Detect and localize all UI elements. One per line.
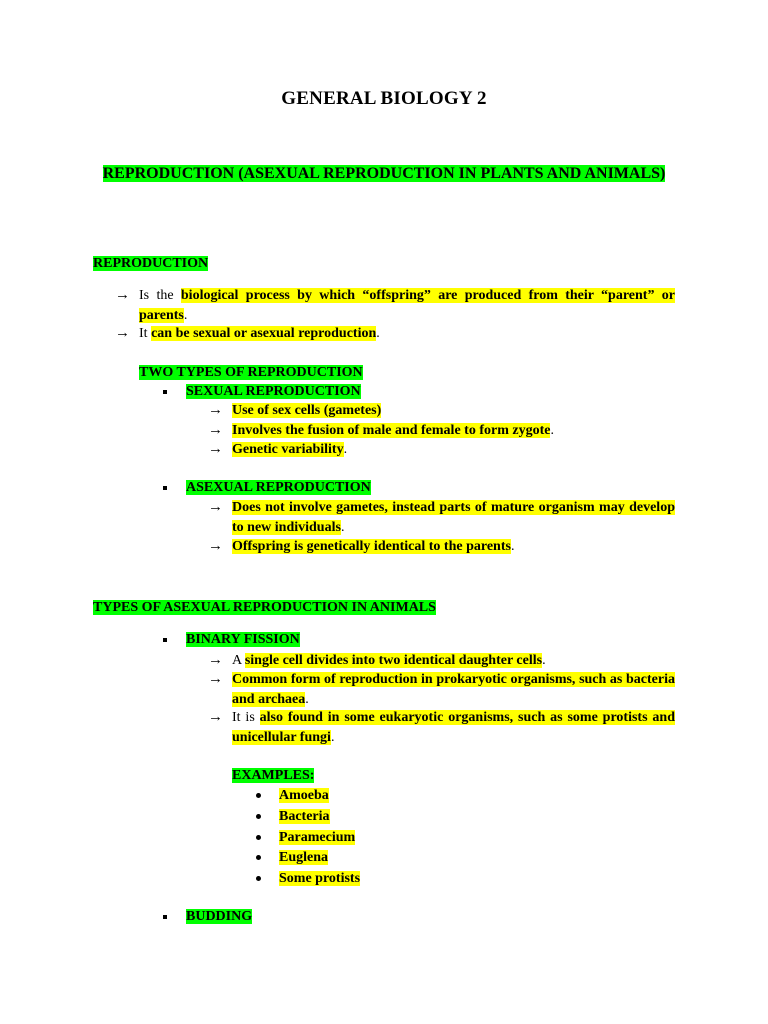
text-plain: . — [305, 691, 309, 707]
text-plain: . — [340, 519, 345, 535]
round-bullet-icon — [256, 793, 261, 798]
label-text: BUDDING — [186, 909, 253, 924]
text-highlight: Involves the fusion of male and female to form zygote — [232, 423, 551, 438]
subtitle-text: REPRODUCTION (ASEXUAL REPRODUCTION IN PLANTS AND ANIMALS) — [102, 165, 666, 182]
text-plain: . — [510, 539, 515, 554]
asexual-item — [232, 498, 675, 537]
text-plain: A — [232, 653, 245, 668]
example-item — [279, 786, 329, 806]
asexual-item — [232, 537, 514, 557]
text-plain: . — [343, 442, 348, 457]
document-subtitle — [100, 163, 668, 185]
label-text: ASEXUAL REPRODUCTION — [186, 480, 371, 495]
section-heading-animals — [93, 598, 436, 618]
text-plain: It — [139, 326, 152, 341]
binary-fission-label — [186, 630, 300, 650]
example-text: Bacteria — [279, 809, 330, 824]
arrow-bullet: → — [115, 287, 130, 303]
arrow-bullet: → — [208, 671, 223, 687]
text-plain: . — [542, 653, 546, 668]
text-highlight: Does not involve gametes, instead parts of mature organism may develop to new individuals — [232, 500, 675, 535]
square-bullet-icon — [163, 638, 167, 642]
example-item — [279, 828, 355, 848]
round-bullet-icon — [256, 814, 261, 819]
arrow-bullet: → — [208, 709, 223, 725]
text-plain: . — [550, 423, 554, 438]
example-item — [279, 807, 330, 827]
arrow-bullet: → — [208, 441, 223, 457]
text-highlight: Use of sex cells (gametes) — [232, 403, 382, 418]
text-plain: . — [183, 307, 188, 323]
round-bullet-icon — [256, 835, 261, 840]
binary-item — [232, 670, 675, 709]
text-highlight: single cell divides into two identical daughter cells — [244, 653, 543, 668]
definition-paragraph — [139, 286, 675, 325]
text-highlight: also found in some eukaryotic organisms, such as some protists and unicellular fungi — [232, 710, 675, 745]
example-text: Some protists — [279, 871, 361, 886]
heading-text: TYPES OF ASEXUAL REPRODUCTION IN ANIMALS — [93, 600, 436, 615]
arrow-bullet: → — [208, 538, 223, 554]
sexual-item — [232, 401, 381, 421]
arrow-bullet: → — [208, 422, 223, 438]
heading-text: REPRODUCTION — [93, 256, 209, 271]
heading-text: EXAMPLES: — [232, 768, 315, 783]
section-heading-two-types — [139, 363, 363, 383]
types-sentence — [139, 324, 380, 344]
label-text: BINARY FISSION — [186, 632, 300, 647]
text-highlight: Offspring is genetically identical to the parents — [232, 539, 511, 554]
text-highlight: biological process by which “offspring” are produced from their “parent” or parents — [139, 288, 676, 323]
heading-text: TWO TYPES OF REPRODUCTION — [139, 365, 363, 380]
document-title: GENERAL BIOLOGY 2 — [281, 88, 487, 109]
example-item — [279, 869, 360, 889]
text-plain: . — [330, 729, 335, 745]
budding-label — [186, 907, 252, 927]
square-bullet-icon — [163, 390, 167, 394]
binary-item — [232, 708, 675, 747]
binary-item — [232, 651, 546, 671]
text-highlight: Genetic variability — [232, 442, 344, 457]
example-text: Amoeba — [279, 788, 329, 803]
sexual-reproduction-label — [186, 382, 361, 402]
sexual-item — [232, 421, 554, 441]
examples-heading — [232, 766, 314, 786]
asexual-reproduction-label — [186, 478, 371, 498]
section-heading-reproduction — [93, 254, 208, 274]
round-bullet-icon — [256, 855, 261, 860]
example-text: Paramecium — [279, 830, 356, 845]
example-text: Euglena — [279, 850, 329, 865]
text-highlight: Common form of reproduction in prokaryotic organisms, such as bacteria and archaea — [232, 672, 675, 707]
text-plain: It is — [232, 710, 260, 725]
example-item — [279, 848, 328, 868]
arrow-bullet: → — [115, 325, 130, 341]
label-text: SEXUAL REPRODUCTION — [186, 384, 361, 399]
text-highlight: can be sexual or asexual reproduction — [151, 326, 377, 341]
square-bullet-icon — [163, 915, 167, 919]
text-plain: . — [376, 326, 380, 341]
sexual-item — [232, 440, 347, 460]
arrow-bullet: → — [208, 652, 223, 668]
arrow-bullet: → — [208, 402, 223, 418]
round-bullet-icon — [256, 876, 261, 881]
arrow-bullet: → — [208, 499, 223, 515]
text-plain: Is the — [139, 288, 181, 303]
square-bullet-icon — [163, 486, 167, 490]
